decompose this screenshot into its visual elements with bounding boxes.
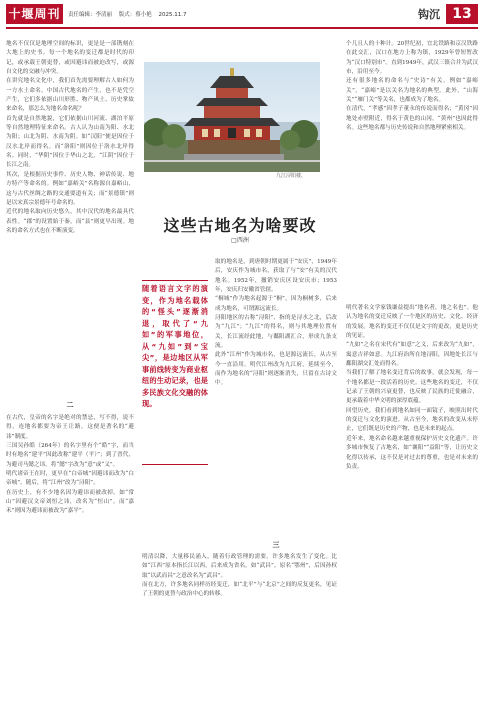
article-title: 这些古地名为啥要改 xyxy=(163,216,317,235)
paragraph: “桐城”作为地名起源于“桐”，因为桐树多，后来成为地名，可谓源远流长。 xyxy=(215,296,337,312)
section-number-2: 二 xyxy=(66,401,74,409)
section-number-3: 三 xyxy=(272,541,280,549)
paragraph: 在古代，皇帝的名字是绝对的禁忌，写不得，说不得，连地名都要为帝王让路。这便是著名的“避讳”制度。 xyxy=(6,415,134,440)
paragraph: 当我们了解了地名变迁背后的故事，就会发现，每一个地名都是一段活着的历史。这些地名的变迁，不仅记录了王朝的兴衰更替，也反映了民族的迁徙融合，更承载着中华文明的深厚底蕴。 xyxy=(346,370,478,405)
paragraph: 还有很多地名的命名与“史诗”有关。例如“嘉峪关”，“嘉峪”是以关名为地名的典型。此外，“山海关”“雁门关”等关名，也都成为了地名。 xyxy=(346,78,478,104)
masthead: 十堰周刊 xyxy=(6,4,63,24)
paragraph: 浔阳地区的古称“浔阳”，指的是浔水之北，后改为“九江”；“九江”的得名，则与其地理位置有关，长江流经此地，与鄱阳湖汇合，形成九条支流。 xyxy=(215,315,337,350)
article-photo xyxy=(144,62,320,172)
pull-quote: 随着语言文字的演变，作为地名载体的“怪头”逐渐消退，取代了“九如”的军事地位，从“九如”到“宝尖”，是边地区从军事前线转变为商业枢纽的生动记录，也是多民族文化交融的体现。 xyxy=(142,284,208,408)
paragraph: 明代著名文学家钱谦益提出“地名者，地之名也”。他认为地名的变迁反映了一个地区的历史、文化、经济的发展。地名的变迁不仅仅是文字的更改，更是历史的见证。 xyxy=(346,305,478,340)
editor-credit: 责任编辑：李清丽 xyxy=(68,12,113,18)
paragraph: 三国吴孙皓（264年）的名字里有个“皓”字，而当时有地名“建平”因此改称“建平（平）”；到了晋代，为避司马懿之讳，将“懿”字改为“意”或“义”。 xyxy=(6,443,134,468)
pavilion-photo-illustration xyxy=(144,62,320,172)
pull-quote-rule-bottom xyxy=(142,464,208,465)
paragraph: 近年来，地名命名越来越重视保护历史文化遗产。许多城市恢复了古地名，如“襄阳”“益阳”等，让历史文化得以传承，这不仅是对过去的尊重，也是对未来的负责。 xyxy=(346,435,478,470)
paragraph: 回望历史，我们看到地名如同一面镜子，映照出时代的变迁与文化的演进。从古至今，地名的改变从未停止，它们既是历史的产物，也是未来的起点。 xyxy=(346,407,478,433)
paragraph: 此外“江州”作为城市名，也是源远流长，从古至今一直沿用。明代江州改为九江府，延续至今，而作为地名的“浔阳”则逐渐消失，只留在古诗文中。 xyxy=(215,352,337,387)
credits-line xyxy=(68,10,192,18)
issue-date: 2025.11.7 xyxy=(158,12,187,18)
column-1-lower xyxy=(6,414,134,696)
header-rule xyxy=(6,27,478,29)
pull-quote-rule-top xyxy=(142,280,208,281)
paragraph: 而在北方，许多地名同样历经变迁，如“北平”与“北京”之间的反复更名，见证了王朝的更替与政治中心的转移。 xyxy=(142,582,337,598)
page-number: 13 xyxy=(446,4,478,24)
paragraph: 地名不仅仅是地理空间的标识，更是是一部镌刻在大地上的史书。每一个地名的变迁都是时代的印记，或承载王朝更替，或因避讳而被迫改写，或源自文化的交融与冲突。 xyxy=(6,41,134,76)
photo-caption: 九江浔阳楼。 xyxy=(276,173,307,179)
paragraph: 取的地名是，到唐朝时期更属于“安庆”，1949年后，安庆作为城市名，获取了与“安”有关的汉代地名。1952年，撤销安庆区设安庆市；1953年，安庆归安徽省管辖。 xyxy=(215,259,337,294)
page-header xyxy=(0,0,486,28)
article-byline: □西洲 xyxy=(231,237,249,244)
designer-credit: 版式：蔡小艳 xyxy=(118,12,152,18)
paragraph: 首先就是自然地貌，它们依据山川河流、湖泊平原等自然地理特征来命名。古人认为山南为阳、水北为阳；山北为阴、水南为阴。如“汉阳”便是因位于汉水北岸而得名。而“洛阳”则因位于洛水北岸得名。同时，“华阴”因位于华山之北，“江阴”因位于长江之南。 xyxy=(6,115,134,169)
paragraph: “九如”之名在宋代有“如意”之义，后来改为“九如”，寓意吉祥如意。九江府治所在地浔阳，因地处长江与鄱阳湖交汇处而得名。 xyxy=(346,342,478,368)
paragraph: 近代的地名取向历史悠久，其中汉代的地名最具代表性。“郡”的设置始于秦，而“县”则更早出现。地名的命名方式也在不断演变。 xyxy=(6,209,134,234)
paragraph: 其次，是根据历史事件、历史人物、神话传说、地方特产等命名的。例如“嘉峪关”名称源自嘉峪山，这与古代丝绸之路的交通要道有关；而“景德镇”则是以宋真宗景德年号命名的。 xyxy=(6,171,134,206)
column-1 xyxy=(6,40,134,395)
paragraph: 在清代，“孝感”因孝子董永的传说而得名；“黄冈”因地处赤壁附近，得名于黄色的山冈。“黄州”也因此得名。这些地名都与历史传说和自然地理紧密相关。 xyxy=(346,106,478,132)
column-2-lower xyxy=(142,553,337,696)
section-name: 钩沉 xyxy=(418,8,440,21)
column-3-lower xyxy=(346,304,478,696)
paragraph: 在历史上，有不少地名因为避讳而被改掉。如“常山”因避汉文帝刘恒之讳，改名为“恒山”。而“嘉禾”则因为避讳而被改为“嘉平”。 xyxy=(6,489,134,515)
paragraph: 个儿且人的十种计。20世纪初，宜北铁路和京汉铁路在此交汇，汉口在地方上称为镇，1929年曾短暂改为“汉口特别市”。直到1949年，武汉三镇合并为武汉市，沿用至今。 xyxy=(346,41,478,76)
paragraph: 明代诸帝王在时，更早在“白帝城”因避讳而改为“白帝城”。随后，将“江州”改为“浔阳”。 xyxy=(6,471,134,487)
paragraph: 明清以降，大量移民涌入，随着行政管理的需要，许多地名发生了变化。比如“江西”原本指长江以西，后来成为省名。如“武昌”，原名“鄂州”，后因孙权取“以武而昌”之意改名为“武昌”。 xyxy=(142,554,337,579)
column-2 xyxy=(215,258,337,458)
column-3 xyxy=(346,40,478,300)
paragraph: 在讲究地名文化中，我们首先需要理解古人如何为一方水土命名。中国古代地名的产生，也不是凭空产生，它们多依据山川形胜、物产风土、历史掌故来命名，那怎么为地名命名呢？ xyxy=(6,78,134,113)
